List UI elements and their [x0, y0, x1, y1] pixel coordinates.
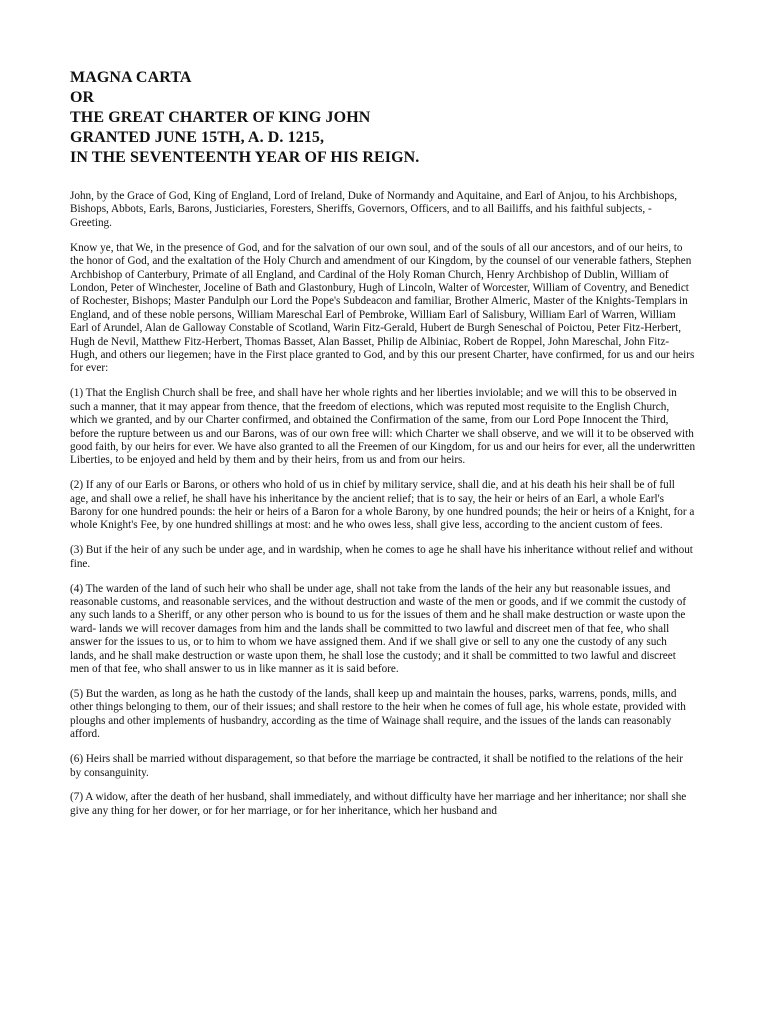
title-line: MAGNA CARTA [70, 69, 192, 86]
title-line: IN THE SEVENTEENTH YEAR OF HIS REIGN. [70, 149, 420, 166]
title-line: OR [70, 89, 95, 106]
clause-7-paragraph: (7) A widow, after the death of her husband, shall immediately, and without difficulty have her marriage and her inheritance; nor shall she give any thing for her dower, or for her marriage, or for her inheritance, which her husband and [70, 791, 687, 817]
document-title [70, 68, 696, 168]
preamble-paragraph: Know ye, that We, in the presence of God, and for the salvation of our own soul, and of the souls of all our ancestors, and of our heirs, to the honor of God, and the exaltation of the Holy Church and amendment of our Kingdom, by the counsel of our venerable fathers, Stephen Archbishop of Canterbury, Primate of all England, and Cardinal of the Holy Roman Church, Henry Archbishop of Dublin, William of London, Peter of Winchester, Joceline of Bath and Glastonbury, Hugh of Lincoln, Walter of Worcester, William of Coventry, and Benedict of Rochester, Bishops; Master Pandulph our Lord the Pope's Subdeacon and familiar, Brother Almeric, Master of the Knights-Templars in England, and of these noble persons, William Mareschal Earl of Pembroke, William Earl of Salisbury, William Earl of Warren, William Earl of Arundel, Alan de Galloway Constable of Scotland, Warin Fitz-Gerald, Hubert de Burgh Seneschal of Poictou, Peter Fitz-Herbert, Hugh de Nevil, Matthew Fitz-Herbert, Thomas Basset, Alan Basset, Philip de Albiniac, Robert de Roppel, John Mareschal, John Fitz-Hugh, and others our liegemen; have in the First place granted to God, and by this our present Charter, have confirmed, for us and our heirs for ever: [70, 241, 695, 375]
clause-1-paragraph: (1) That the English Church shall be free, and shall have her whole rights and her liberties inviolable; and we will this to be observed in such a manner, that it may appear from thence, that the freedom of elections, which was reputed most requisite to the English Church, which we granted, and by our Charter confirmed, and obtained the Confirmation of the same, from our Lord Pope Innocent the Third, before the rupture between us and our Barons, was of our own free will: which Charter we shall observe, and we will it to be observed with good faith, by our heirs for ever. We have also granted to all the Freemen of our Kingdom, for us and our heirs for ever, all the underwritten Liberties, to be enjoyed and held by them and by their heirs, from us and from our heirs. [70, 387, 696, 467]
clause-5-paragraph: (5) But the warden, as long as he hath the custody of the lands, shall keep up and maintain the houses, parks, warrens, ponds, mills, and other things belonging to them, our of their issues; and shall restore to the heir when he comes of full age, his whole estate, provided with ploughs and other implements of husbandry, according as the time of Wainage shall require, and the issues of the lands can reasonably afford. [70, 688, 686, 741]
salutation-paragraph: John, by the Grace of God, King of England, Lord of Ireland, Duke of Normandy and Aquitaine, and Earl of Anjou, to his Archbishops, Bishops, Abbots, Earls, Barons, Justiciaries, Foresters, Sheriffs, Governors, Officers, and to all Bailiffs, and his faithful subjects, - Greeting. [70, 190, 678, 229]
clause-2-paragraph: (2) If any of our Earls or Barons, or others who hold of us in chief by military service, shall die, and at his death his heir shall be of full age, and shall owe a relief, he shall have his inheritance by the ancient relief; that is to say, the heir or heirs of an Earl, a whole Earl's Barony for one hundred pounds: the heir or heirs of a Baron for a whole Barony, by one hundred pounds; the heir or heirs of a Knight, for a whole Knight's Fee, by one hundred shillings at most: and he who owes less, shall give less, according to the ancient custom of fees. [70, 479, 695, 532]
document-page [70, 68, 696, 830]
clause-6-paragraph: (6) Heirs shall be married without disparagement, so that before the marriage be contracted, it shall be notified to the relations of the heir by consanguinity. [70, 753, 683, 779]
clause-4-paragraph: (4) The warden of the land of such heir who shall be under age, shall not take from the lands of the heir any but reasonable issues, and reasonable customs, and reasonable services, and the without destruction and waste of the men or goods, and if we commit the custody of any such lands to a Sheriff, or any other person who is bound to us for the issues of them and he shall make destruction or waste upon the ward- lands we will recover damages from him and the lands shall be committed to two lawful and discreet men of that fee, who shall answer for the issues to us, or to him to whom we have assigned them. And if we shall give or sell to any one the custody of any such lands, and he shall make destruction or waste upon them, he shall lose the custody; and it shall be committed to two lawful and discreet men of that fee, who shall answer to us in like manner as it is said before. [70, 582, 687, 676]
title-line: GRANTED JUNE 15TH, A. D. 1215, [70, 129, 325, 146]
clause-3-paragraph: (3) But if the heir of any such be under age, and in wardship, when he comes to age he shall have his inheritance without relief and without fine. [70, 544, 693, 570]
title-line: THE GREAT CHARTER OF KING JOHN [70, 109, 371, 126]
